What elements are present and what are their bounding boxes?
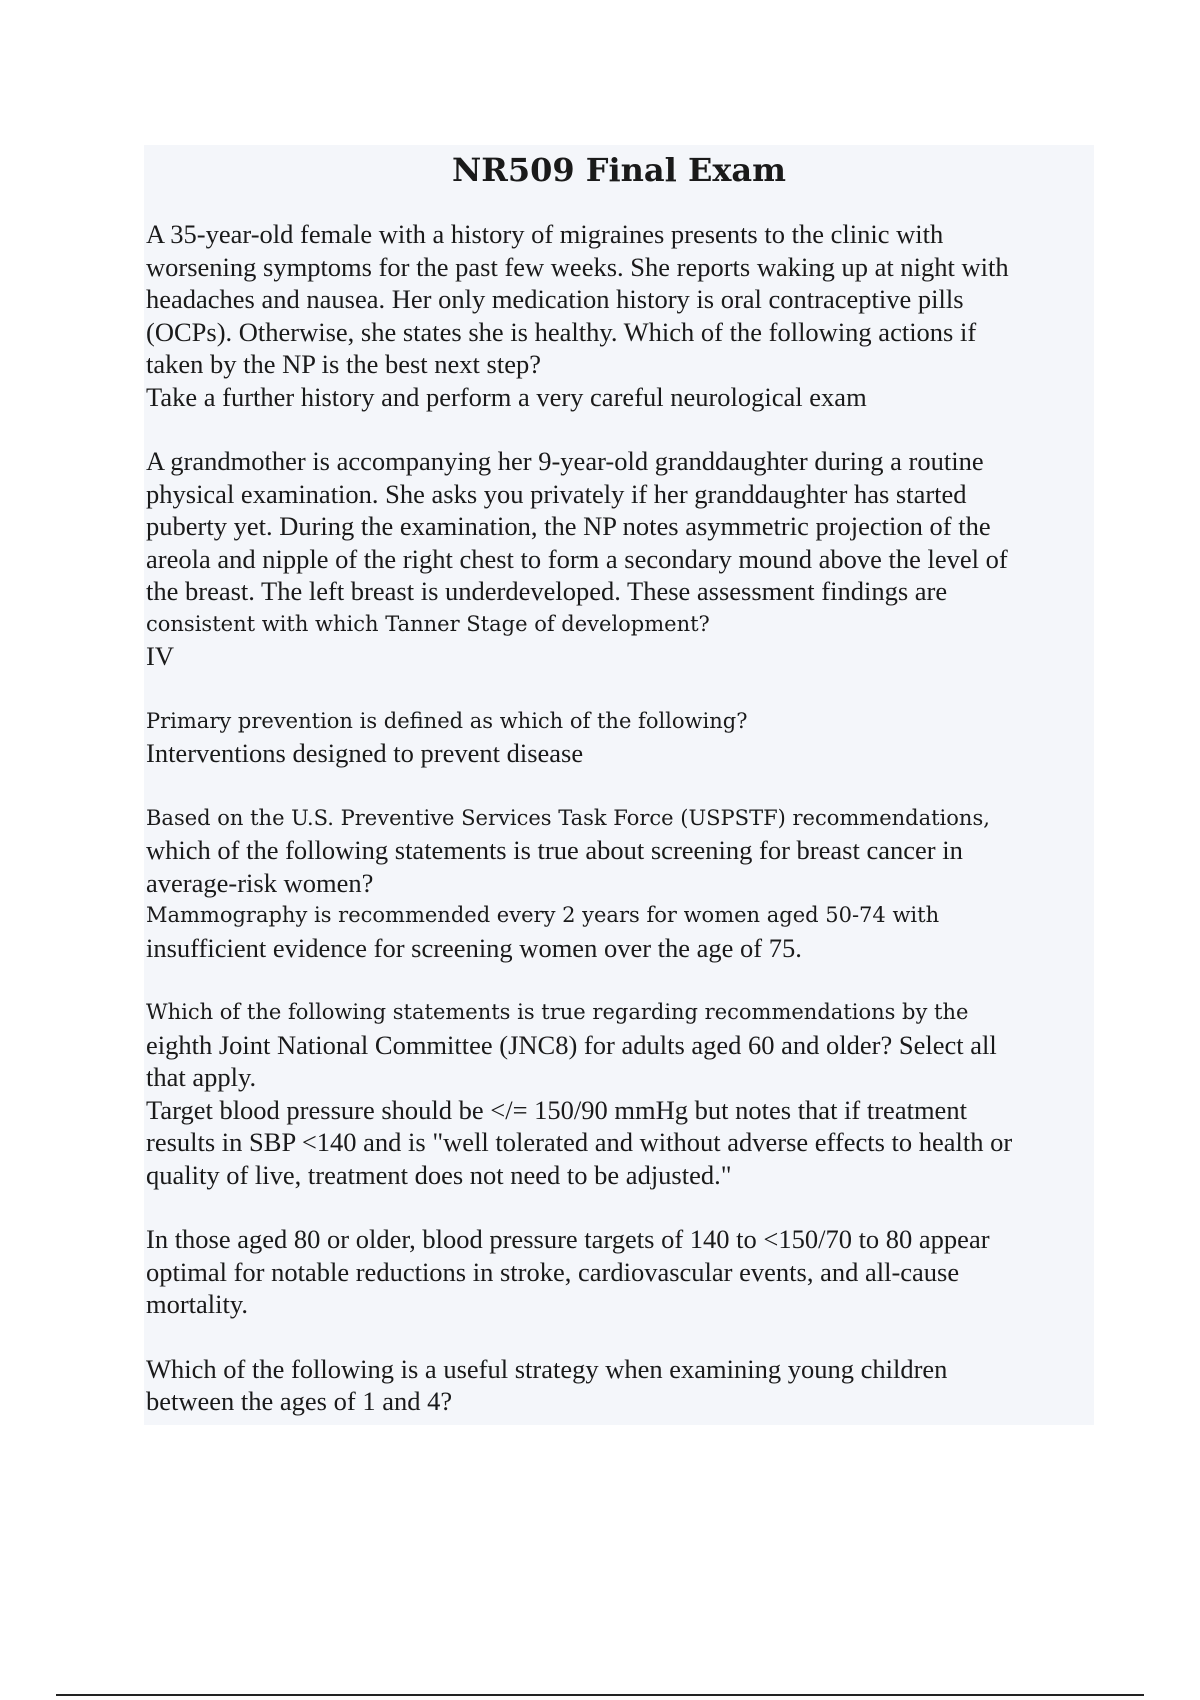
question-line: Which of the following is a useful strategy when examining young children [146,1353,948,1384]
answer-line: insufficient evidence for screening women over the age of 75. [146,932,802,963]
question-line: puberty yet. During the examination, the NP notes asymmetric projection of the [146,511,991,541]
answer-line: Mammography is recommended every 2 years for women aged 50-74 with [146,903,940,927]
page-title: NR509 Final Exam [451,151,786,189]
question-block-2 [146,445,1091,673]
question-line: that apply. [146,1062,257,1092]
question-block-7 [146,1353,1091,1418]
answer-line: quality of live, treatment does not need to be adjusted." [146,1159,732,1190]
question-line: worsening symptoms for the past few weeks. She reports waking up at night with [146,251,1009,282]
question-line: Based on the U.S. Preventive Services Task Force (USPSTF) recommendations, [146,805,990,830]
question-line: eighth Joint National Committee (JNC8) for adults aged 60 and older? Select all [146,1029,997,1060]
questions-list [146,218,1091,1450]
question-line: A grandmother is accompanying her 9-year-old granddaughter during a routine [146,446,984,476]
question-line: which of the following statements is true about screening for breast cancer in [146,835,963,865]
question-line: average-risk women? [146,867,374,898]
question-line: headaches and nausea. Her only medication history is oral contraceptive pills [146,284,964,314]
question-line: Primary prevention is defined as which of the following? [146,708,748,733]
answer-line: IV [146,641,174,671]
question-line: between the ages of 1 and 4? [146,1386,453,1416]
question-block-1 [146,218,1091,413]
question-line: optimal for notable reductions in stroke, cardiovascular events, and all-cause [146,1256,960,1287]
question-line: taken by the NP is the best next step? [146,349,541,379]
question-line: consistent with which Tanner Stage of development? [146,611,710,636]
question-block-5 [146,996,1091,1191]
question-line: (OCPs). Otherwise, she states she is healthy. Which of the following actions if [146,316,977,347]
question-block-4 [146,802,1091,965]
question-block-3 [146,705,1091,770]
question-line: mortality. [146,1289,249,1319]
question-line: physical examination. She asks you privately if her granddaughter has started [146,478,967,509]
answer-line: results in SBP <140 and is "well tolerated and without adverse effects to health or [146,1127,1013,1157]
question-block-6 [146,1223,1091,1321]
question-line: Which of the following statements is true regarding recommendations by the [146,1000,969,1024]
answer-line: Interventions designed to prevent disease [146,738,584,768]
question-line: A 35-year-old female with a history of migraines presents to the clinic with [146,219,944,249]
question-line: the breast. The left breast is underdeveloped. These assessment findings are [146,576,948,606]
answer-line: Take a further history and perform a very careful neurological exam [146,381,867,412]
question-line: areola and nipple of the right chest to form a secondary mound above the level of [146,543,1008,574]
footer-divider [56,1694,1144,1696]
question-line: In those aged 80 or older, blood pressure targets of 140 to <150/70 to 80 appear [146,1224,990,1254]
answer-line: Target blood pressure should be </= 150/90 mmHg but notes that if treatment [146,1094,967,1125]
